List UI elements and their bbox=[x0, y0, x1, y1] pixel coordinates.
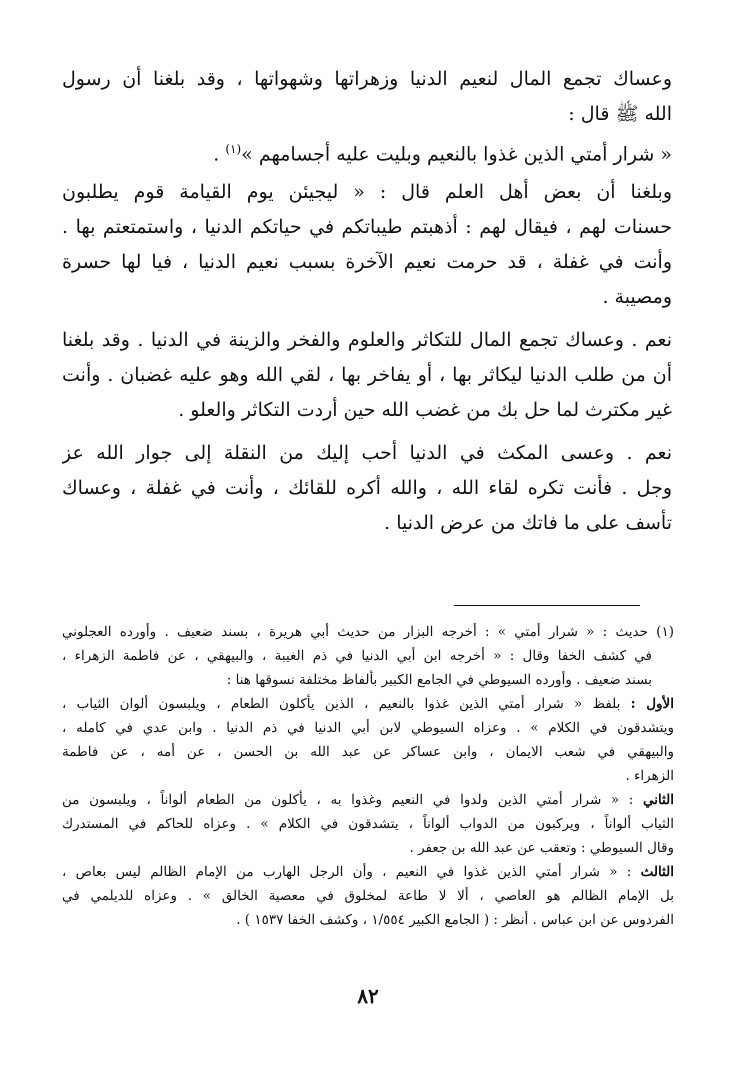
footnote-line-text: : « شرار أمتي الذين ولدوا في النعيم وغذوا به ، يأكلون من الطعام ألواناً ، ويلبسون من bbox=[62, 792, 634, 808]
footnote-line-text: : « شرار أمتي الذين غذوا في النعيم ، وأن الرجل الهارب من الإمام الظالم ليس بعاص ، bbox=[62, 864, 632, 880]
text-line: غير مكترث لما حل بك من غضب الله حين أردت التكاثر والعلو . bbox=[178, 399, 672, 421]
footnote-line: بسند ضعيف . وأورده السيوطي في الجامع الكبير بألفاظ مختلفة نسوقها هنا : bbox=[226, 672, 652, 688]
footnote-line: وقال السيوطي : وتعقب عن عبد الله بن جعفر . bbox=[409, 840, 674, 856]
text-line: وأنت في غفلة ، قد حرمت نعيم الآخرة بسبب نعيم الدنيا ، فيا لها حسرة bbox=[62, 251, 672, 273]
main-text bbox=[62, 62, 672, 541]
text-line: وجل . فأنت تكره لقاء الله ، والله أكره للقائك ، وأنت في غفلة ، وعساك bbox=[62, 477, 672, 499]
footnote-line bbox=[62, 692, 674, 716]
text-line: نعم . وعسى المكث في الدنيا أحب إليك من النقلة إلى جوار الله عز bbox=[62, 442, 672, 464]
hadith-quote-line bbox=[62, 132, 672, 167]
footnote-reference[interactable]: (١) bbox=[225, 142, 242, 156]
text-line: نعم . وعساك تجمع المال للتكاثر والعلوم والفخر والزينة في الدنيا . وقد بلغنا bbox=[62, 329, 672, 351]
hadith-quote: « شرار أمتي الذين غذوا بالنعيم وبليت عليه أجسامهم » bbox=[241, 143, 672, 166]
text-line: حسنات لهم ، فيقال لهم : أذهبتم طيباتكم في حياتكم الدنيا ، واستمتعتم بها . bbox=[62, 216, 672, 238]
footnote-line: الفردوس عن ابن عباس . أنظر : ( الجامع الكبير ١/٥٥٤ ، وكشف الخفا ١٥٣٧ ) . bbox=[236, 912, 674, 928]
footnote-line: الثياب ألواناً ، ويركبون من الدواب ألواناً ، يتشدقون في الكلام » . وعزاه للحاكم في المستدرك bbox=[62, 816, 674, 832]
footnote-line: ويتشدقون في الكلام » . وعزاه السيوطي لابن أبي الدنيا في ذم الدنيا . وابن عدي في كامله ، bbox=[62, 720, 674, 736]
text-line: وبلغنا أن بعض أهل العلم قال : « ليجيئن يوم القيامة قوم يطلبون bbox=[62, 181, 672, 203]
text-line: وعساك تجمع المال لنعيم الدنيا وزهراتها وشهواتها ، وقد بلغنا أن رسول bbox=[62, 68, 672, 90]
footnote-line: في كشف الخفا وقال : « أخرجه ابن أبي الدنيا في ذم الغيبة ، والبيهقي ، عن فاطمة الزهراء ، bbox=[62, 648, 652, 664]
footnote-divider bbox=[454, 605, 640, 606]
text-line: الله ﷺ قال : bbox=[568, 103, 672, 125]
text-line: تأسف على ما فاتك من عرض الدنيا . bbox=[384, 512, 672, 534]
footnote-label-second: الثاني bbox=[642, 792, 674, 808]
footnote-line: والبيهقي في شعب الايمان ، وابن عساكر عن عبد الله بن الحسن ، عن أمه ، عن فاطمة bbox=[62, 744, 674, 760]
footnote-line-text: بلفظ « شرار أمتي الذين غذوا بالنعيم ، الذين يأكلون الطعام ، ويلبسون ألوان الثياب ، bbox=[62, 696, 621, 712]
footnote-line: الزهراء . bbox=[625, 768, 674, 784]
page-number: ٨٢ bbox=[357, 984, 379, 1008]
footnote-line bbox=[62, 788, 674, 812]
footnote-label-third: الثالث bbox=[640, 864, 674, 880]
footnote-line: بل الإمام الظالم هو العاصي ، ألا لا طاعة لمخلوق في معصية الخالق » . وعزاه للديلمي في bbox=[62, 888, 674, 904]
footnote-line: (١) حديث : « شرار أمتي » : أخرجه البزار من حديث أبي هريرة ، بسند ضعيف . وأورده العجلوني bbox=[62, 624, 674, 640]
text-line: أن من طلب الدنيا ليكاثر بها ، أو يفاخر بها ، لقي الله وهو عليه غضبان . وأنت bbox=[62, 364, 672, 386]
footnotes bbox=[62, 620, 674, 932]
footnote-label-first: الأول : bbox=[630, 696, 674, 712]
text-line: ومصيبة . bbox=[602, 286, 672, 308]
footnote-line bbox=[62, 860, 674, 884]
period: . bbox=[213, 143, 220, 166]
